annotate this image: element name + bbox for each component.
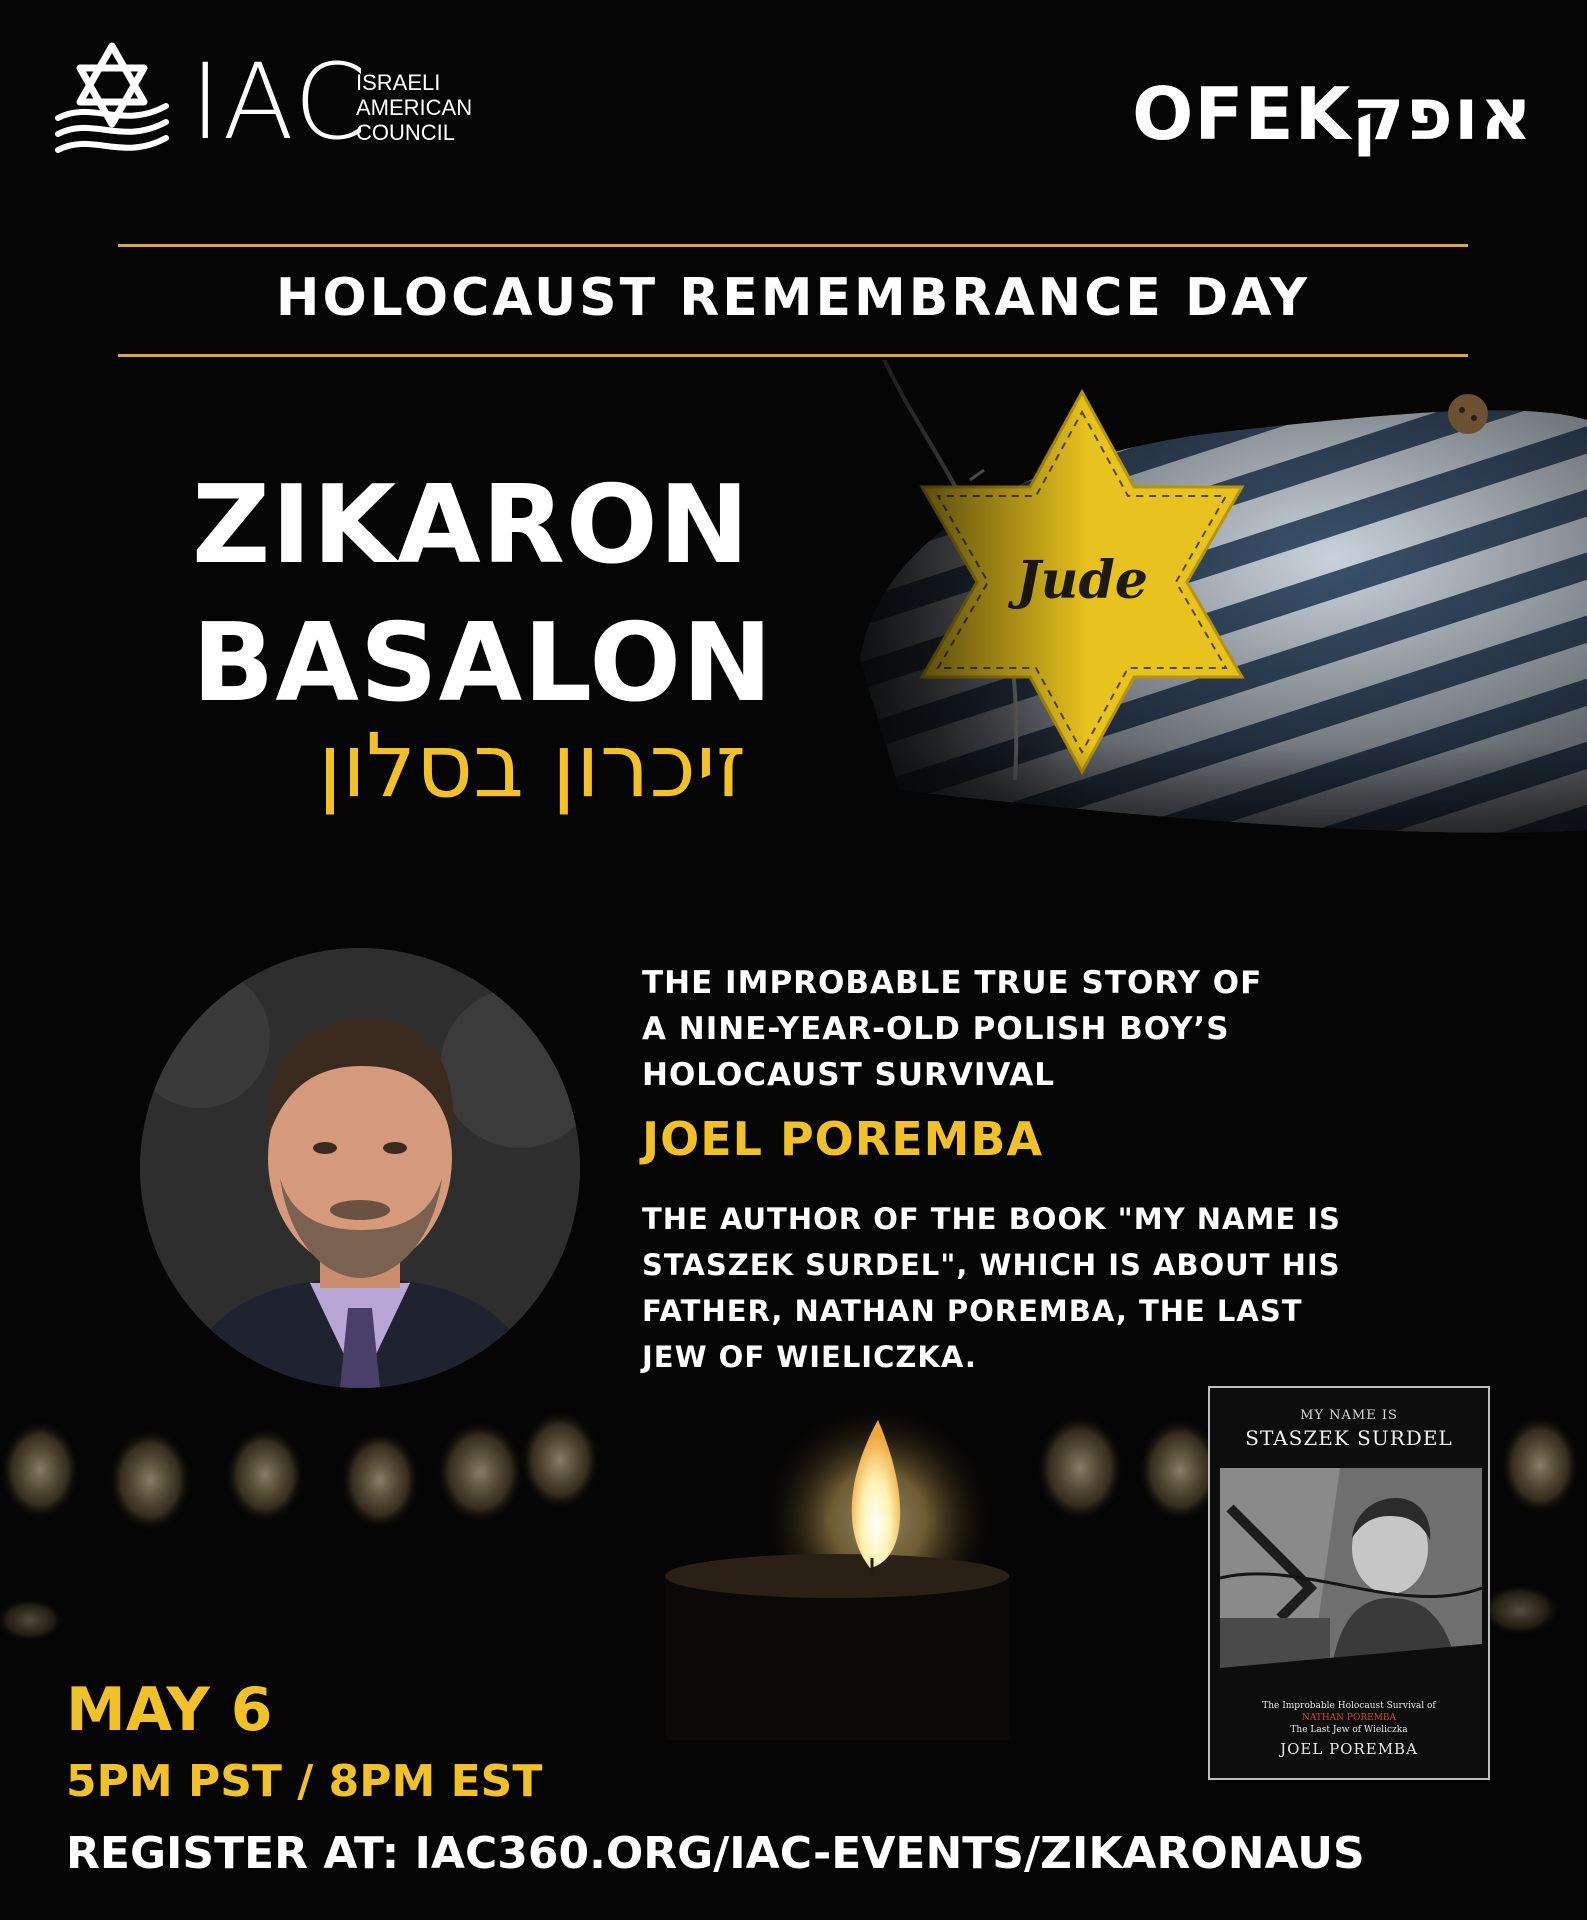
book-title: STASZEK SURDEL [1245,1426,1453,1450]
story-line: A NINE-YEAR-OLD POLISH BOY’S [642,1011,1230,1047]
memorial-candle-icon [665,1400,1010,1740]
book-cover [1208,1386,1490,1780]
bio-line: JEW OF WIELICZKA. [642,1340,977,1374]
speaker-bio [642,1196,1432,1380]
iac-subtitle-line: AMERICAN [356,95,473,120]
bio-line: THE AUTHOR OF THE BOOK "MY NAME IS [642,1202,1341,1236]
gold-divider-top [118,244,1468,247]
registration-link[interactable]: REGISTER AT: IAC360.ORG/IAC-EVENTS/ZIKARONAUS [66,1828,1365,1879]
bio-line: STASZEK SURDEL", WHICH IS ABOUT HIS [642,1248,1341,1282]
bio-line: FATHER, NATHAN POREMBA, THE LAST [642,1294,1303,1328]
striped-uniform-with-star-image [820,360,1587,910]
event-title-line: ZIKARON [192,463,751,588]
event-title-line: BASALON [192,601,774,726]
iac-wordmark: IAC [190,41,369,163]
event-title-hebrew: זיכרון בסלון [318,714,747,817]
book-tagline-subject: NATHAN POREMBA [1301,1713,1397,1723]
book-tagline-line: The Last Jew of Wieliczka [1290,1725,1408,1735]
event-name: HOLOCAUST REMEMBRANCE DAY [275,268,1311,328]
iac-subtitle-line: ISRAELI [356,70,441,95]
iac-star-flag-icon [52,40,172,170]
gold-divider-bottom [118,354,1468,357]
story-line: HOLOCAUST SURVIVAL [642,1057,1056,1093]
event-time: 5PM PST / 8PM EST [66,1756,543,1807]
speaker-photo [140,948,580,1388]
iac-subtitle-line: COUNCIL [356,120,456,145]
iac-subtitle [356,70,472,145]
book-overline: MY NAME IS [1300,1408,1398,1423]
book-author: JOEL POREMBA [1280,1740,1418,1758]
story-line: THE IMPROBABLE TRUE STORY OF [642,965,1263,1001]
speaker-name: JOEL POREMBA [642,1112,1044,1166]
story-teaser [642,960,1402,1098]
event-date: MAY 6 [66,1675,273,1745]
book-cover-photo [1220,1468,1482,1678]
ofek-logo: OFEKאופק [1132,72,1533,156]
book-tagline [1210,1700,1488,1736]
book-tagline-line: The Improbable Holocaust Survival of [1262,1701,1436,1711]
